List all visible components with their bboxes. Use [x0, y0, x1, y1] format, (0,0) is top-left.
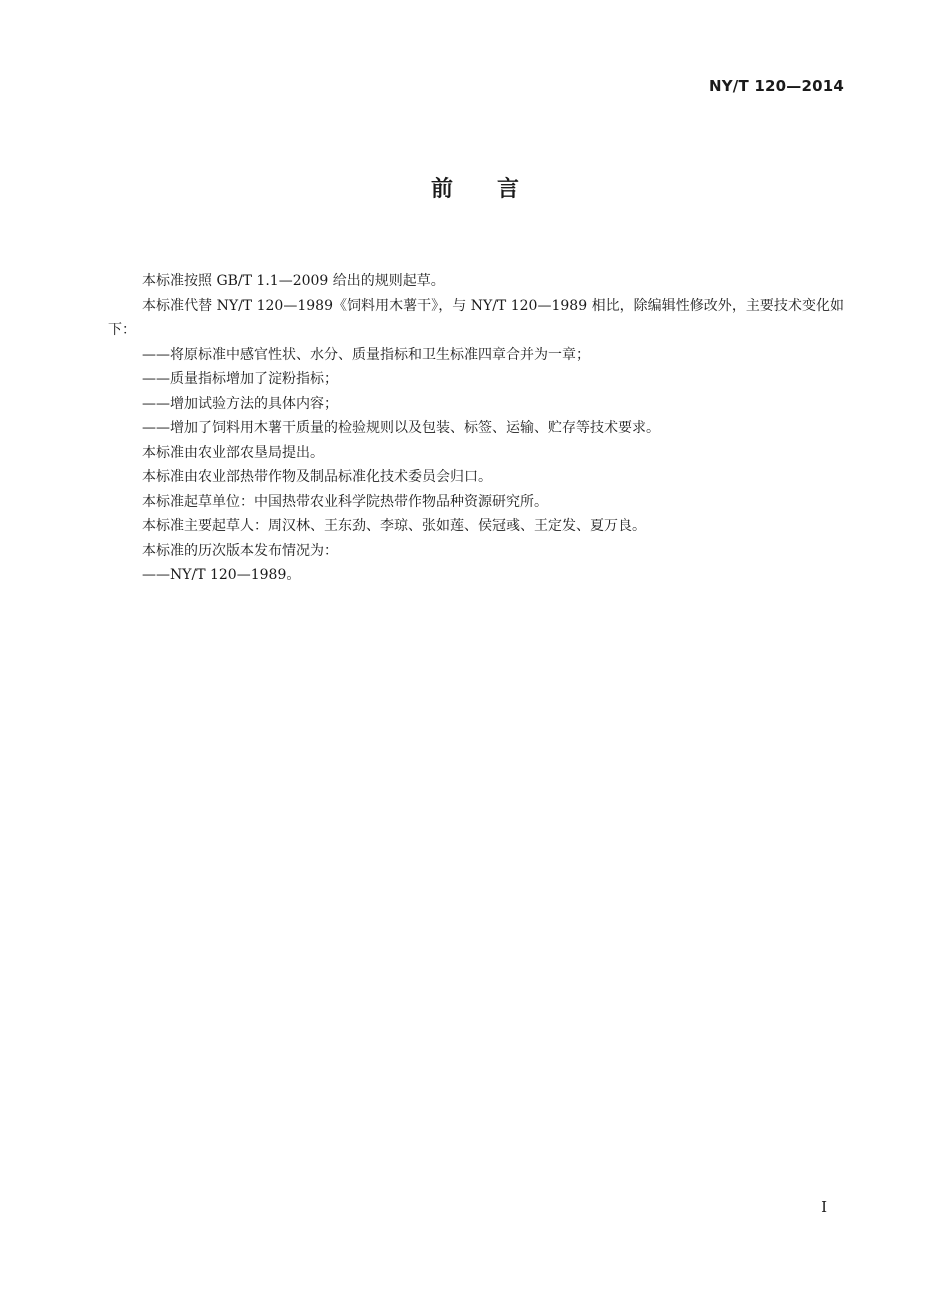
paragraph-proposer: 本标准由农业部农垦局提出。: [142, 444, 324, 461]
paragraph-replacement: 本标准代替 NY/T 120—1989《饲料用木薯干》，与 NY/T 120—1989 相比，除编辑性修改外，主要技术变化如下：: [108, 297, 844, 338]
paragraph-drafters: 本标准主要起草人：周汉林、王东劲、李琼、张如莲、侯冠彧、王定发、夏万良。: [142, 518, 646, 534]
list-item-history-version: ——NY/T 120—1989。: [142, 567, 301, 583]
list-item-change-merge: ——将原标准中感官性状、水分、质量指标和卫生标准四章合并为一章；: [142, 346, 590, 363]
list-item-change-test-method: ——增加试验方法的具体内容；: [142, 395, 338, 412]
list-item-change-inspection: ——增加了饲料用木薯干质量的检验规则以及包装、标签、运输、贮存等技术要求。: [142, 420, 660, 436]
paragraph-committee: 本标准由农业部热带作物及制品标准化技术委员会归口。: [142, 469, 492, 485]
standard-code: NY/T 120—2014: [708, 77, 844, 95]
page-number: I: [821, 1198, 827, 1216]
list-item-change-starch: ——质量指标增加了淀粉指标；: [142, 371, 338, 387]
foreword-body: [108, 269, 844, 588]
paragraph-history-intro: 本标准的历次版本发布情况为：: [142, 542, 338, 559]
paragraph-drafting-rule: 本标准按照 GB/T 1.1—2009 给出的规则起草。: [142, 273, 445, 289]
paragraph-drafting-unit: 本标准起草单位：中国热带农业科学院热带作物品种资源研究所。: [142, 493, 548, 510]
page-title: 前言: [430, 177, 563, 202]
